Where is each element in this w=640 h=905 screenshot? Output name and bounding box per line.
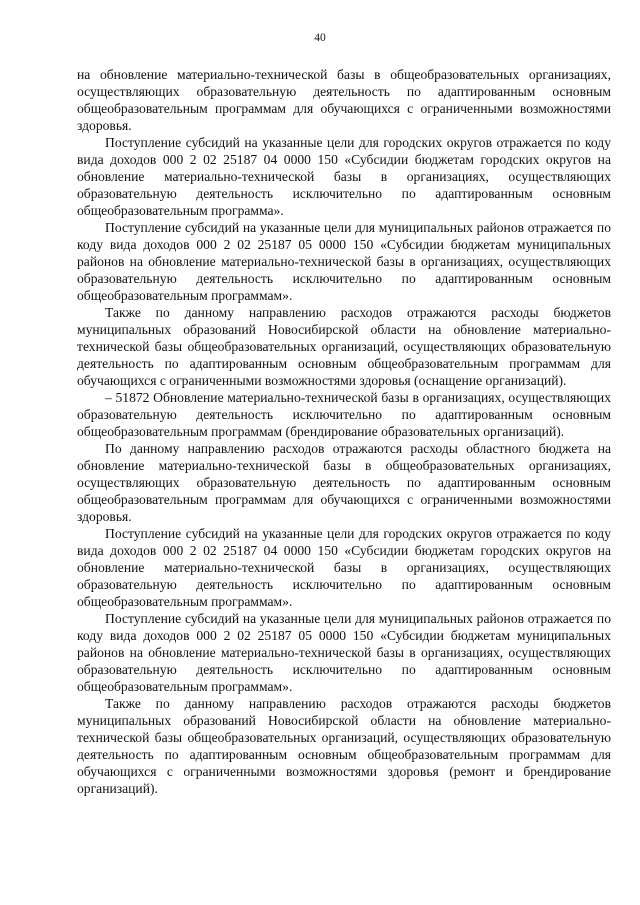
paragraph-code-51872: – 51872 Обновление материально-технической базы в организациях, осуществляющих образовательную деятельность исключительно по адаптированным основным общеобразовательным программам (брендирование образовательных организаций).: [77, 390, 611, 439]
paragraph-regional-budget-expenses: По данному направлению расходов отражаются расходы областного бюджета на обновление материально-технической базы в общеобразовательных организациях, осуществляющих образовательную деятельность по адаптированным основным общеобразовательным программам для обучающихся с ограниченными возможностями здоровья.: [77, 441, 611, 524]
document-body: [77, 66, 611, 797]
paragraph-city-districts-subsidy: Поступление субсидий на указанные цели для городских округов отражается по коду вида доходов 000 2 02 25187 04 0000 150 «Субсидии бюджетам городских округов на обновление материально-технической базы в организациях, осуществляющих образовательную деятельность исключительно по адаптированным основным общеобразовательным программа».: [77, 135, 611, 218]
paragraph-municipal-districts-subsidy: Поступление субсидий на указанные цели для муниципальных районов отражается по коду вида доходов 000 2 02 25187 05 0000 150 «Субсидии бюджетам муниципальных районов на обновление материально-технической базы в организациях, осуществляющих образовательную деятельность исключительно по адаптированным основным общеобразовательным программам».: [77, 220, 611, 303]
paragraph-municipal-expenses-equipment: Также по данному направлению расходов отражаются расходы бюджетов муниципальных образований Новосибирской области на обновление материально-технической базы общеобразовательных организаций, осуществляющих образовательную деятельность по адаптированным основным общеобразовательным программам для обучающихся с ограниченными возможностями здоровья (оснащение организаций).: [77, 305, 611, 388]
paragraph-city-districts-subsidy-2: Поступление субсидий на указанные цели для городских округов отражается по коду вида доходов 000 2 02 25187 04 0000 150 «Субсидии бюджетам городских округов на обновление материально-технической базы в организациях, осуществляющих образовательную деятельность исключительно по адаптированным основным общеобразовательным программам».: [77, 526, 611, 609]
page-number: 40: [314, 32, 326, 44]
paragraph-municipal-expenses-repair: Также по данному направлению расходов отражаются расходы бюджетов муниципальных образований Новосибирской области на обновление материально-технической базы общеобразовательных организаций, осуществляющих образовательную деятельность по адаптированным основным общеобразовательным программам для обучающихся с ограниченными возможностями здоровья (ремонт и брендирование организаций).: [77, 696, 611, 796]
paragraph-continuation: на обновление материально-технической базы в общеобразовательных организациях, осуществляющих образовательную деятельность по адаптированным основным общеобразовательным программам для обучающихся с ограниченными возможностями здоровья.: [77, 67, 611, 133]
paragraph-municipal-districts-subsidy-2: Поступление субсидий на указанные цели для муниципальных районов отражается по коду вида доходов 000 2 02 25187 05 0000 150 «Субсидии бюджетам муниципальных районов на обновление материально-технической базы в организациях, осуществляющих образовательную деятельность исключительно по адаптированным основным общеобразовательным программам».: [77, 611, 611, 694]
